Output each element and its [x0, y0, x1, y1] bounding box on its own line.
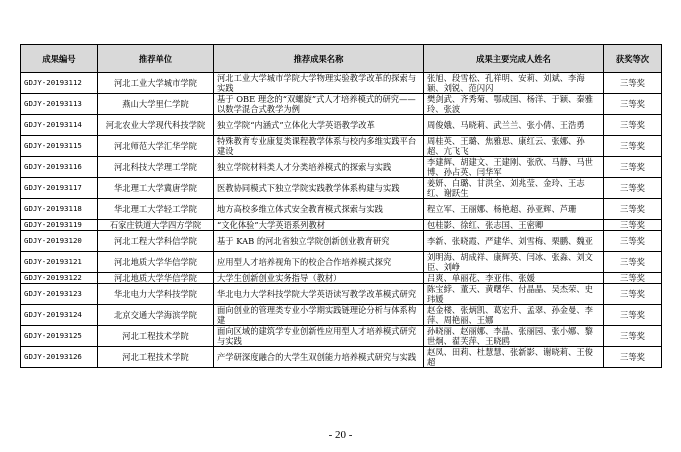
cell-award: 三等奖 — [604, 136, 662, 157]
cell-title: 独立学院材料类人才分类培养模式的探索与实践 — [214, 157, 424, 178]
cell-unit: 石家庄铁道大学四方学院 — [98, 220, 214, 231]
cell-unit: 华北理工大学轻工学院 — [98, 199, 214, 220]
cell-people: 赵凤、田莉、杜慧慧、张新影、谢晓莉、王俊超 — [424, 347, 604, 368]
cell-id: GDJY-20193116 — [21, 157, 98, 178]
cell-unit: 河北工程大学科信学院 — [98, 231, 214, 252]
cell-unit: 华北理工大学冀唐学院 — [98, 178, 214, 199]
cell-title: 特殊教育专业康复类课程教学体系与校内多维实践平台建设 — [214, 136, 424, 157]
cell-title: 地方高校多维立体式安全教育模式探索与实践 — [214, 199, 424, 220]
table-row — [21, 273, 662, 284]
table-row — [21, 220, 662, 231]
cell-unit: 河北工程技术学院 — [98, 326, 214, 347]
cell-title: 医教协同模式下独立学院实践教学体系构建与实践 — [214, 178, 424, 199]
cell-unit: 燕山大学里仁学院 — [98, 94, 214, 115]
cell-title: 河北工业大学城市学院大学物理实验教学改革的探索与实践 — [214, 73, 424, 94]
cell-title: 华北电力大学科技学院大学英语读写教学改革模式研究 — [214, 284, 424, 305]
cell-id: GDJY-20193115 — [21, 136, 98, 157]
table-header-row — [21, 45, 662, 73]
cell-people: 刘明海、胡成祥、康辉英、闫冰、张淼、刘文臣、刘峥 — [424, 252, 604, 273]
cell-id: GDJY-20193126 — [21, 347, 98, 368]
cell-unit: 河北地质大学华信学院 — [98, 252, 214, 273]
table-row — [21, 136, 662, 157]
cell-people: 李建辉、胡建文、王建刚、张欣、马静、马世博、孙占英、闫华军 — [424, 157, 604, 178]
cell-unit: 河北地质大学华信学院 — [98, 273, 214, 284]
cell-unit: 河北工程技术学院 — [98, 347, 214, 368]
table-row — [21, 231, 662, 252]
table-row — [21, 157, 662, 178]
cell-title: “文化体验”大学英语系列教材 — [214, 220, 424, 231]
table-row — [21, 326, 662, 347]
header-unit: 推荐单位 — [98, 45, 214, 73]
table-row — [21, 305, 662, 326]
cell-people: 周俊娥、马晓莉、武兰兰、张小倩、王浩勇 — [424, 115, 604, 136]
cell-unit: 河北工业大学城市学院 — [98, 73, 214, 94]
table-row — [21, 199, 662, 220]
cell-id: GDJY-20193117 — [21, 178, 98, 199]
cell-unit: 河北师范大学汇华学院 — [98, 136, 214, 157]
cell-award: 三等奖 — [604, 199, 662, 220]
table-row — [21, 178, 662, 199]
cell-id: GDJY-20193112 — [21, 73, 98, 94]
cell-award: 三等奖 — [604, 220, 662, 231]
cell-award: 三等奖 — [604, 157, 662, 178]
cell-award: 三等奖 — [604, 231, 662, 252]
awards-table — [20, 44, 662, 368]
cell-title: 基于 OBE 理念的“双螺旋”式人才培养模式的研究——以数学混合式教学为例 — [214, 94, 424, 115]
cell-id: GDJY-20193123 — [21, 284, 98, 305]
cell-award: 三等奖 — [604, 347, 662, 368]
cell-id: GDJY-20193113 — [21, 94, 98, 115]
header-people: 成果主要完成人姓名 — [424, 45, 604, 73]
cell-unit: 华北电力大学科技学院 — [98, 284, 214, 305]
header-id: 成果编号 — [21, 45, 98, 73]
cell-people: 程立军、王丽娜、杨艳超、孙亚辉、芦珊 — [424, 199, 604, 220]
cell-title: 产学研深度融合的大学生双创能力培养模式研究与实践 — [214, 347, 424, 368]
cell-id: GDJY-20193119 — [21, 220, 98, 231]
cell-unit: 河北农业大学现代科技学院 — [98, 115, 214, 136]
cell-id: GDJY-20193121 — [21, 252, 98, 273]
cell-id: GDJY-20193125 — [21, 326, 98, 347]
cell-award: 三等奖 — [604, 273, 662, 284]
cell-id: GDJY-20193122 — [21, 273, 98, 284]
cell-award: 三等奖 — [604, 326, 662, 347]
awards-table-sheet — [20, 44, 661, 368]
cell-people: 陈宝綍、董天、黄曙华、付晶晶、吴杰荣、史玮媛 — [424, 284, 604, 305]
cell-people: 姜妍、白璐、甘洪全、刘兆莹、金玲、王志红、谢跃生 — [424, 178, 604, 199]
cell-id: GDJY-20193118 — [21, 199, 98, 220]
table-row — [21, 73, 662, 94]
header-title: 推荐成果名称 — [214, 45, 424, 73]
cell-award: 三等奖 — [604, 94, 662, 115]
cell-title: 面向创业的管理类专业小学期实践链理论分析与体系构建 — [214, 305, 424, 326]
cell-people: 孙晓丽、赵丽娜、李晶、张丽园、张小娜、黎世炯、翟芙萍、王晓鸥 — [424, 326, 604, 347]
cell-id: GDJY-20193120 — [21, 231, 98, 252]
table-row — [21, 115, 662, 136]
cell-award: 三等奖 — [604, 284, 662, 305]
cell-title: 面向区域的建筑学专业创新性应用型人才培养模式研究与实践 — [214, 326, 424, 347]
cell-title: 大学生创新创业实务指导（教材） — [214, 273, 424, 284]
cell-people: 周桂英、王璐、焦雅思、康红云、张娜、孙超、亢飞飞 — [424, 136, 604, 157]
table-row — [21, 94, 662, 115]
cell-award: 三等奖 — [604, 115, 662, 136]
cell-award: 三等奖 — [604, 305, 662, 326]
page-number: - 20 - — [328, 429, 353, 441]
cell-people: 赵金楼、张炳凯、葛宏升、孟翠、孙金曼、李萍、周艳丽、王娜 — [424, 305, 604, 326]
cell-unit: 北京交通大学海滨学院 — [98, 305, 214, 326]
cell-id: GDJY-20193124 — [21, 305, 98, 326]
cell-award: 三等奖 — [604, 73, 662, 94]
cell-title: 基于 KAB 的河北省独立学院创新创业教育研究 — [214, 231, 424, 252]
cell-people: 包桂影、徐红、张志国、王密卿 — [424, 220, 604, 231]
cell-people: 张旭、段雪松、孔祥明、安莉、刘斌、李海颖、刘锐、范闪闪 — [424, 73, 604, 94]
cell-id: GDJY-20193114 — [21, 115, 98, 136]
cell-unit: 河北科技大学理工学院 — [98, 157, 214, 178]
cell-people: 樊剑武、齐秀菊、鄂成国、杨洋、于颖、秦雅玲、张波 — [424, 94, 604, 115]
cell-people: 李新、张晓霞、严建华、刘雪梅、栗鹏、魏亚 — [424, 231, 604, 252]
cell-award: 三等奖 — [604, 178, 662, 199]
cell-people: 吕爽、单丽花、李亚伟、张媛 — [424, 273, 604, 284]
cell-title: 应用型人才培养视角下的校企合作培养模式探究 — [214, 252, 424, 273]
table-row — [21, 284, 662, 305]
table-row — [21, 252, 662, 273]
cell-award: 三等奖 — [604, 252, 662, 273]
header-award: 获奖等次 — [604, 45, 662, 73]
table-row — [21, 347, 662, 368]
cell-title: 独立学院“内涵式”立体化大学英语教学改革 — [214, 115, 424, 136]
